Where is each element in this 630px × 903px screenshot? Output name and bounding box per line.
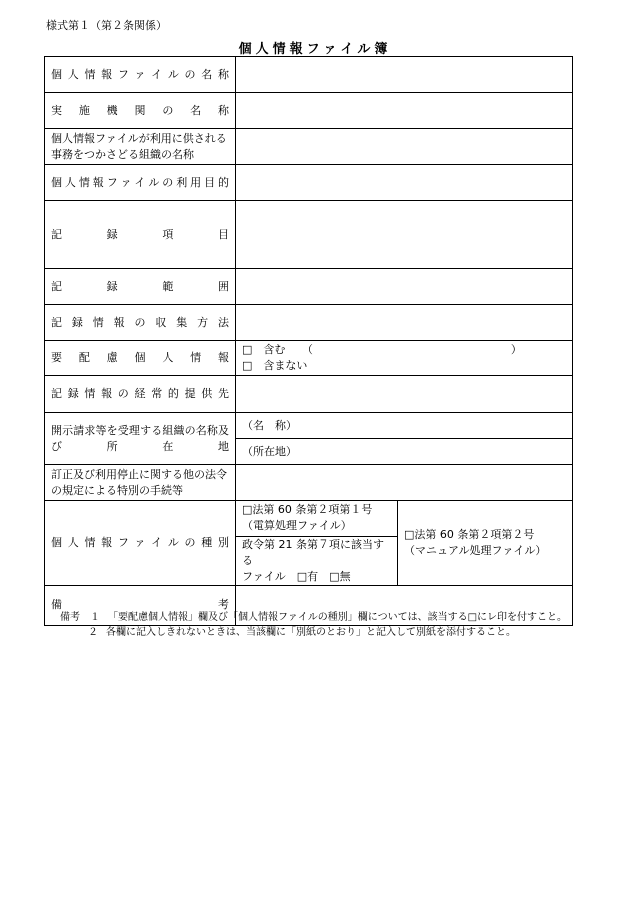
label-collection-method: 記録情報の収集方法 — [45, 305, 236, 341]
field-special-procedures[interactable] — [236, 465, 573, 501]
field-record-items[interactable] — [236, 201, 573, 269]
label-org-name: 個人情報ファイルが利用に供される事務をつかさどる組織の名称 — [45, 129, 236, 165]
note-1: 備考 １ 「要配慮個人情報」欄及び「個人情報ファイルの種別」欄については、該当する□にレ印を付すこと。 — [60, 612, 568, 623]
label-file-name: 個人情報ファイルの名称 — [45, 57, 236, 93]
field-file-type — [236, 501, 573, 586]
field-record-range[interactable] — [236, 269, 573, 305]
label-record-items: 記録項目 — [45, 201, 236, 269]
notes — [60, 610, 567, 640]
option-cabinet-order[interactable]: 政令第 21 条第７項に該当する ファイル □有 □無 — [236, 536, 398, 585]
note-2: ２ 各欄に記入しきれないときは、当該欄に「別紙のとおり」と記入して別紙を添付すること。 — [88, 627, 516, 638]
label-record-range: 記録範囲 — [45, 269, 236, 305]
field-disclosure-name[interactable]: （名 称） — [236, 413, 573, 439]
field-collection-method[interactable] — [236, 305, 573, 341]
field-regular-recipients[interactable] — [236, 376, 573, 413]
label-special-procedures: 訂正及び利用停止に関する他の法令の規定による特別の手続等 — [45, 465, 236, 501]
checkbox-excludes[interactable]: □ 含まない — [242, 359, 308, 372]
field-agency-name[interactable] — [236, 93, 573, 129]
label-disclosure-org: 開示請求等を受理する組織の名称及び所在地 — [45, 413, 236, 465]
form-title: 個人情報ファイル簿 — [238, 42, 392, 57]
label-agency-name: 実施機関の名称 — [45, 93, 236, 129]
file-register-table — [44, 56, 573, 626]
label-remarks: 備考 — [45, 585, 236, 625]
field-file-name[interactable] — [236, 57, 573, 93]
label-file-type: 個人情報ファイルの種別 — [45, 501, 236, 586]
field-org-name[interactable] — [236, 129, 573, 165]
option-computer-file[interactable]: □法第 60 条第２項第１号 （電算処理ファイル） — [236, 501, 398, 536]
label-purpose: 個人情報ファイルの利用目的 — [45, 165, 236, 201]
field-sensitive-info — [236, 341, 573, 376]
field-purpose[interactable] — [236, 165, 573, 201]
form-number: 様式第１（第２条関係） — [46, 19, 167, 32]
option-manual-file[interactable]: □法第 60 条第２項第２号 （マニュアル処理ファイル） — [404, 527, 547, 557]
field-disclosure-address[interactable]: （所在地） — [236, 439, 573, 465]
label-regular-recipients: 記録情報の経常的提供先 — [45, 376, 236, 413]
label-sensitive-info: 要配慮個人情報 — [45, 341, 236, 376]
checkbox-includes[interactable]: □ 含む （ ） — [242, 343, 522, 356]
